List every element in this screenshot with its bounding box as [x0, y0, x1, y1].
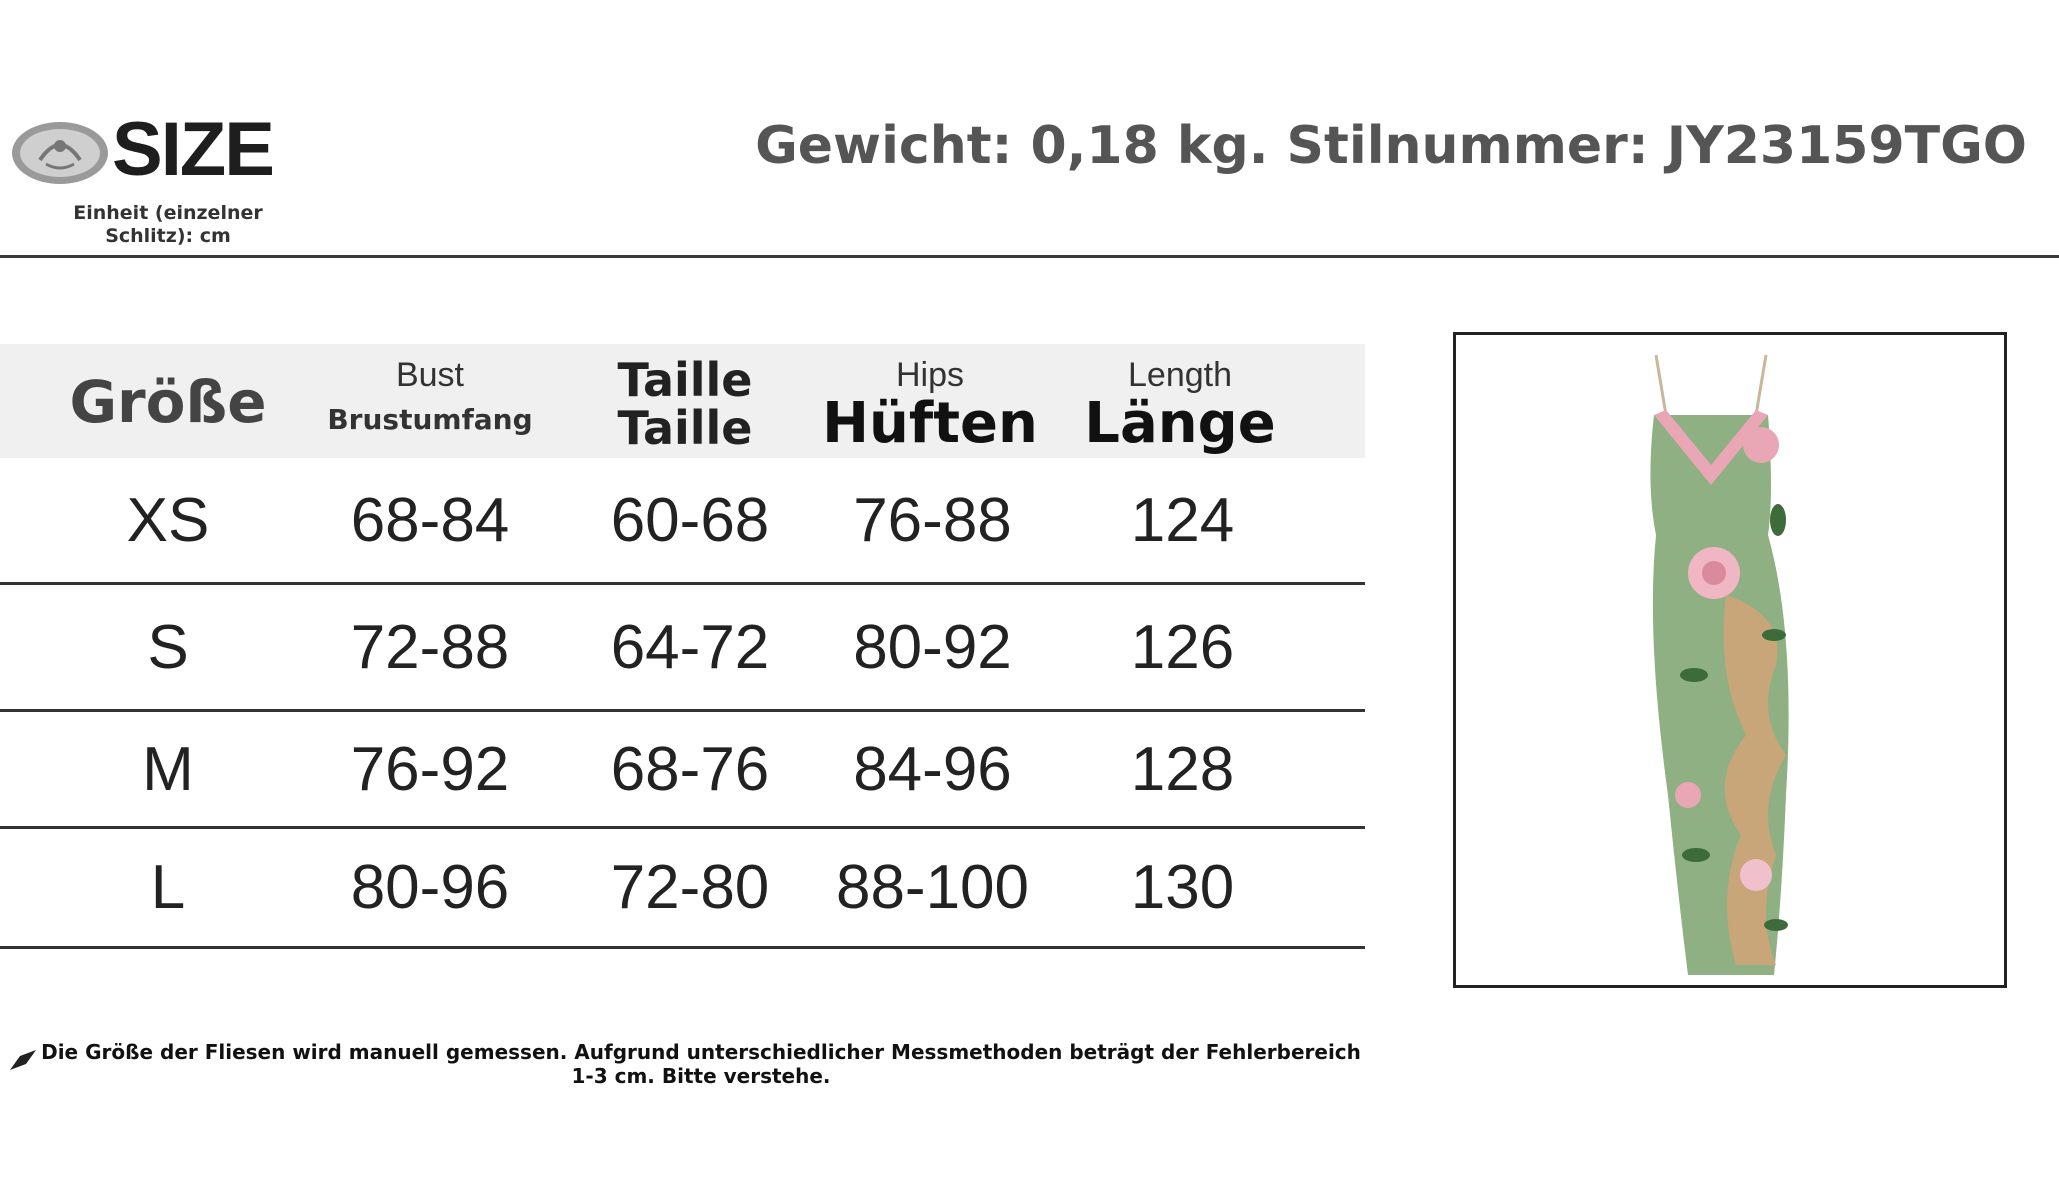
- unit-note: Einheit (einzelner Schlitz): cm: [73, 202, 263, 247]
- brand-logo-icon: [10, 120, 110, 186]
- header-hips: [810, 344, 1050, 458]
- header-size-de: Größe: [69, 368, 267, 436]
- size-title: SIZE: [112, 107, 273, 192]
- cell-waist: 60-68: [610, 485, 770, 555]
- header-waist: [560, 344, 810, 458]
- weight-style-number: Gewicht: 0,18 kg. Stilnummer: JY23159TGO: [755, 116, 2027, 176]
- cell-length: 128: [1130, 734, 1235, 804]
- dress-image: [1456, 335, 2004, 985]
- header-waist-de-1: Taille: [617, 353, 753, 407]
- cell-waist: 64-72: [610, 612, 770, 682]
- cell-bust: 72-88: [350, 612, 510, 682]
- cell-length: 124: [1130, 485, 1235, 555]
- cell-bust: 76-92: [350, 734, 510, 804]
- header-hips-de: Hüften: [822, 391, 1038, 456]
- cell-bust: 80-96: [350, 853, 510, 922]
- table-row: [0, 829, 1365, 949]
- table-row: [0, 585, 1365, 712]
- measurement-note: Die Größe der Fliesen wird manuell gemessen. Aufgrund unterschiedlicher Messmethoden beträgt der Fehlerbereich 1-3 cm. Bitte verstehe.: [41, 1040, 1361, 1088]
- cell-waist: 72-80: [610, 853, 770, 922]
- header-length-de: Länge: [1084, 391, 1276, 456]
- cell-waist: 68-76: [610, 734, 770, 804]
- product-image-frame: [1453, 332, 2007, 988]
- header-bust-de: Brustumfang: [327, 403, 533, 436]
- size-table: [0, 344, 1365, 949]
- cell-hips: 88-100: [835, 853, 1030, 922]
- header-bust-en: Bust: [395, 356, 465, 394]
- header-waist-de-2: Taille: [617, 401, 753, 456]
- header-length-en: Length: [1128, 356, 1232, 394]
- table-row: [0, 458, 1365, 585]
- cell-size: L: [150, 853, 186, 922]
- cell-hips: 84-96: [853, 734, 1012, 804]
- cell-size: XS: [126, 485, 210, 555]
- cell-length: 130: [1130, 853, 1235, 922]
- header-hips-en: Hips: [895, 356, 965, 394]
- header-length: [1050, 344, 1310, 458]
- cell-size: M: [142, 734, 194, 804]
- cell-bust: 68-84: [350, 485, 510, 555]
- table-header: [0, 344, 1365, 458]
- header-bust: [300, 344, 560, 458]
- header-size: [0, 344, 336, 458]
- header-divider: [0, 255, 2059, 258]
- cell-hips: 80-92: [853, 612, 1012, 682]
- cell-hips: 76-88: [853, 485, 1012, 555]
- table-row: [0, 712, 1365, 829]
- cell-length: 126: [1130, 612, 1235, 682]
- cell-size: S: [147, 612, 189, 682]
- pencil-icon: [8, 1046, 38, 1072]
